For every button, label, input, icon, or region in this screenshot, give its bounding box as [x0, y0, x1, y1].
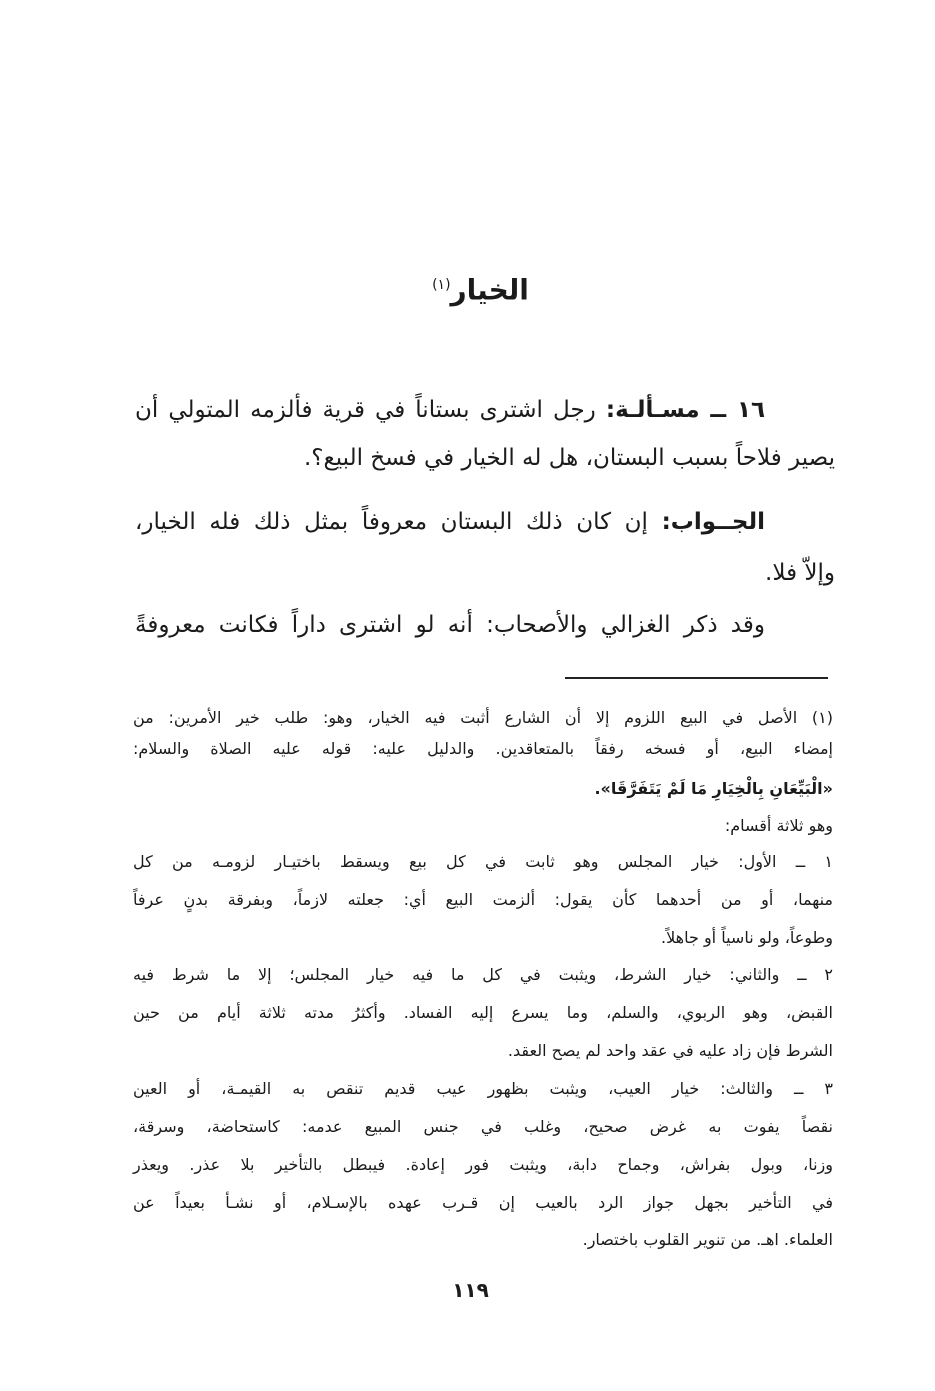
footnote-line-12: نقصاً يفوت به غرض صحيح، وغلب في جنس المبيع عدمه: كاستحاضة، وسرقة،	[133, 1117, 833, 1136]
footnote-line-9: القبض، وهو الربوي، والسلم، وما يسرع إليه الفساد. وأكثرُ مدته ثلاثة أيام من حين	[133, 1003, 833, 1022]
footnote-line-5: ١ ــ الأول: خيار المجلس وهو ثابت في كل بيع ويسقط باختيـار لزومـه من كل	[133, 852, 833, 871]
footnote-hadith-quote: «الْبَيِّعَانِ بِالْخِيَارِ مَا لَمْ يَتَفَرَّقَا».	[594, 779, 833, 798]
footnote-divider	[565, 677, 828, 679]
answer-line-1	[135, 497, 835, 547]
footnote-line-14: في التأخير بجهل جواز الرد بالعيب إن قـرب عهده بالإسـلام، أو نشـأ بعيداً عن	[133, 1193, 833, 1212]
answer-line-2: وإلاّ فلا.	[765, 560, 835, 586]
question-label: ١٦ ــ مسـألـة:	[605, 397, 766, 423]
page-number: ١١٩	[452, 1278, 489, 1302]
answer-text-start: إن كان ذلك البستان معروفاً بمثل ذلك فله الخيار،	[135, 509, 648, 535]
chapter-title	[0, 262, 935, 313]
footnote-line-2: إمضاء البيع، أو فسخه رفقاً بالمتعاقدين. والدليل عليه: قوله عليه الصلاة والسلام:	[133, 739, 833, 758]
footnote-line-7: وطوعاً، ولو ناسياً أو جاهلاً.	[661, 928, 833, 947]
footnote-line-13: وزنا، وبول بفراش، وجماح دابة، ويثبت فور إعادة. فيبطل بالتأخير بلا عذر. ويعذر	[133, 1155, 833, 1174]
footnote-text: الأصل في البيع اللزوم إلا أن الشارع أثبت فيه الخيار، وهو: طلب خير الأمرين: من	[133, 708, 798, 727]
footnote-reference: (١)	[432, 277, 451, 293]
footnote-line-8: ٢ ــ والثاني: خيار الشرط، ويثبت في كل ما فيه خيار المجلس؛ إلا ما شرط فيه	[133, 965, 833, 984]
footnote-line-11: ٣ ــ والثالث: خيار العيب، ويثبت بظهور عيب قديم تنقص به القيمـة، أو العين	[133, 1079, 833, 1098]
footnote-line-4: وهو ثلاثة أقسام:	[724, 816, 833, 835]
footnote-line-15: العلماء. اهـ. من تنوير القلوب باختصار.	[582, 1230, 833, 1249]
chapter-title-text: الخيار	[450, 273, 529, 307]
question-line-1	[135, 385, 835, 435]
continuation-line: وقد ذكر الغزالي والأصحاب: أنه لو اشترى داراً فكانت معروفةً	[135, 612, 765, 638]
footnote-line-10: الشرط فإن زاد عليه في عقد واحد لم يصح العقد.	[507, 1041, 833, 1060]
footnote-line-6: منهما، أو من أحدهما كأن يقول: ألزمت البيع أي: جعلته لازماً، وبفرقة بدنٍ عرفاً	[133, 890, 833, 909]
question-text-start: رجل اشترى بستاناً في قرية فألزمه المتولي أن	[135, 397, 596, 423]
answer-label: الجــواب:	[661, 509, 766, 535]
question-line-2: يصير فلاحاً بسبب البستان، هل له الخيار في فسخ البيع؟.	[303, 445, 835, 471]
footnote-marker: (١)	[811, 708, 833, 727]
